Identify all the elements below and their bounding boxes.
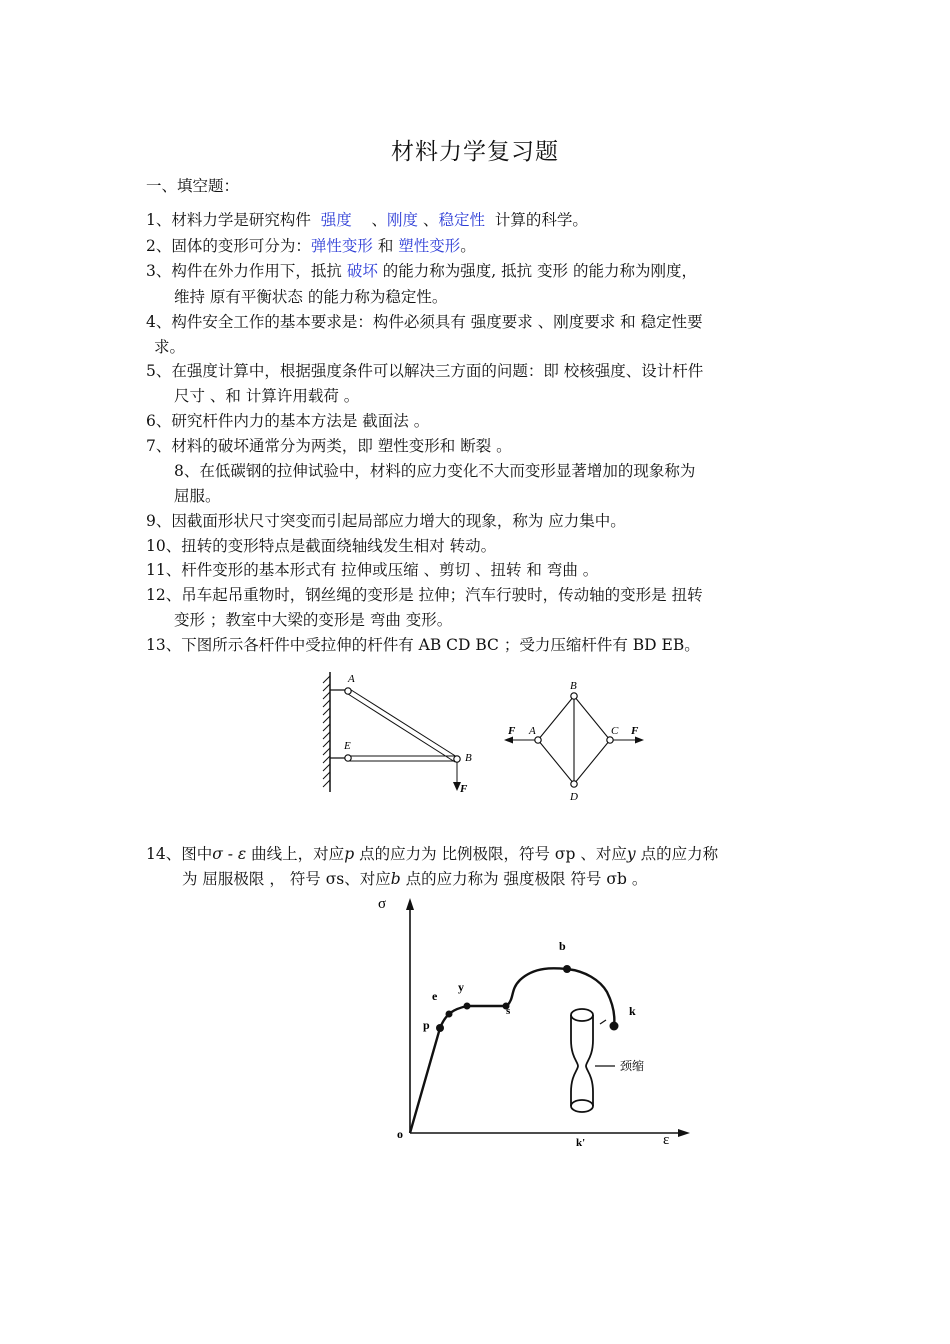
answer-strength: 强度	[320, 211, 352, 229]
label-F: F	[460, 783, 468, 795]
answer-plastic: 塑性变形	[398, 237, 461, 255]
answer-elastic: 弹性变形	[310, 237, 373, 255]
point-e-label: e	[432, 989, 438, 1003]
question-14: 14、图中σ - ε 曲线上，对应p 点的应力为 比例极限，符号 σp 、对应y 点的应力称	[146, 845, 719, 863]
question-8: 8、在低碳钢的拉伸试验中，材料的应力变化不大而变形显著增加的现象称为	[174, 462, 696, 480]
point-k-label: k	[629, 1004, 636, 1018]
label-A: A	[529, 725, 536, 737]
label-A: A	[348, 673, 355, 685]
answer-stability: 稳定性	[438, 211, 485, 229]
page-title: 材料力学复习题	[391, 139, 559, 165]
label-B: B	[570, 680, 577, 692]
sigma-axis-label: σ	[378, 896, 387, 912]
point-b-label: b	[559, 939, 566, 953]
point-p-label: p	[423, 1018, 430, 1032]
question-8-line-2: 屈服。	[174, 487, 221, 505]
label-F-right: F	[631, 725, 639, 737]
question-11: 11、杆件变形的基本形式有 拉伸或压缩 、剪切 、扭转 和 弯曲 。	[146, 561, 599, 579]
question-4: 4、构件安全工作的基本要求是：构件必须具有 强度要求 、刚度要求 和 稳定性要	[146, 313, 703, 331]
question-1: 1、材料力学是研究构件 强度 、刚度 、稳定性 计算的科学。	[146, 211, 588, 229]
question-7: 7、材料的破坏通常分为两类，即 塑性变形和 断裂 。	[146, 437, 512, 455]
label-B: B	[465, 752, 472, 764]
point-s-label: s	[506, 1005, 511, 1017]
question-3: 3、构件在外力作用下，抵抗 破坏 的能力称为强度, 抵抗 变形 的能力称为刚度，	[146, 262, 697, 280]
question-10: 10、扭转的变形特点是截面绕轴线发生相对 转动。	[146, 537, 497, 555]
question-5: 5、在强度计算中，根据强度条件可以解决三方面的问题：即 校核强度、设计杆件	[146, 362, 704, 380]
question-12: 12、吊车起吊重物时，钢丝绳的变形是 拉伸；汽车行驶时，传动轴的变形是 扭转	[146, 586, 703, 604]
origin-label: o	[397, 1127, 403, 1141]
question-9: 9、因截面形状尺寸突变而引起局部应力增大的现象，称为 应力集中。	[146, 512, 626, 530]
section-heading: 一、填空题：	[146, 177, 240, 195]
point-y-label: y	[458, 980, 464, 994]
epsilon-axis-label: ε	[663, 1132, 670, 1148]
answer-failure: 破坏	[346, 262, 378, 280]
point-k-prime-label: k'	[576, 1137, 586, 1149]
question-14-line-2: 为 屈服极限 ， 符号 σs、对应b 点的应力称为 强度极限 符号 σb 。	[182, 870, 648, 888]
question-13: 13、下图所示各杆件中受拉伸的杆件有 AB CD BC ；受力压缩杆件有 BD EB。	[146, 636, 700, 654]
label-C: C	[611, 725, 619, 737]
question-6: 6、研究杆件内力的基本方法是 截面法 。	[146, 412, 430, 430]
question-5-line-2: 尺寸 、和 计算许用载荷 。	[174, 387, 360, 405]
stress-strain-diagram	[370, 892, 700, 1154]
question-3-line-2: 维持 原有平衡状态 的能力称为稳定性。	[174, 288, 448, 306]
answer-stiffness: 刚度	[386, 211, 418, 229]
necking-label: 颈缩	[620, 1059, 645, 1073]
question-4-line-2: 求。	[154, 338, 186, 356]
label-D: D	[570, 791, 578, 803]
label-E: E	[344, 740, 351, 752]
truss-figure-wall	[318, 668, 478, 798]
question-12-line-2: 变形 ；教室中大梁的变形是 弯曲 变形。	[174, 611, 453, 629]
truss-figure-diamond	[500, 678, 650, 804]
question-2: 2、固体的变形可分为：弹性变形 和 塑性变形。	[146, 237, 476, 255]
label-F-left: F	[508, 725, 516, 737]
